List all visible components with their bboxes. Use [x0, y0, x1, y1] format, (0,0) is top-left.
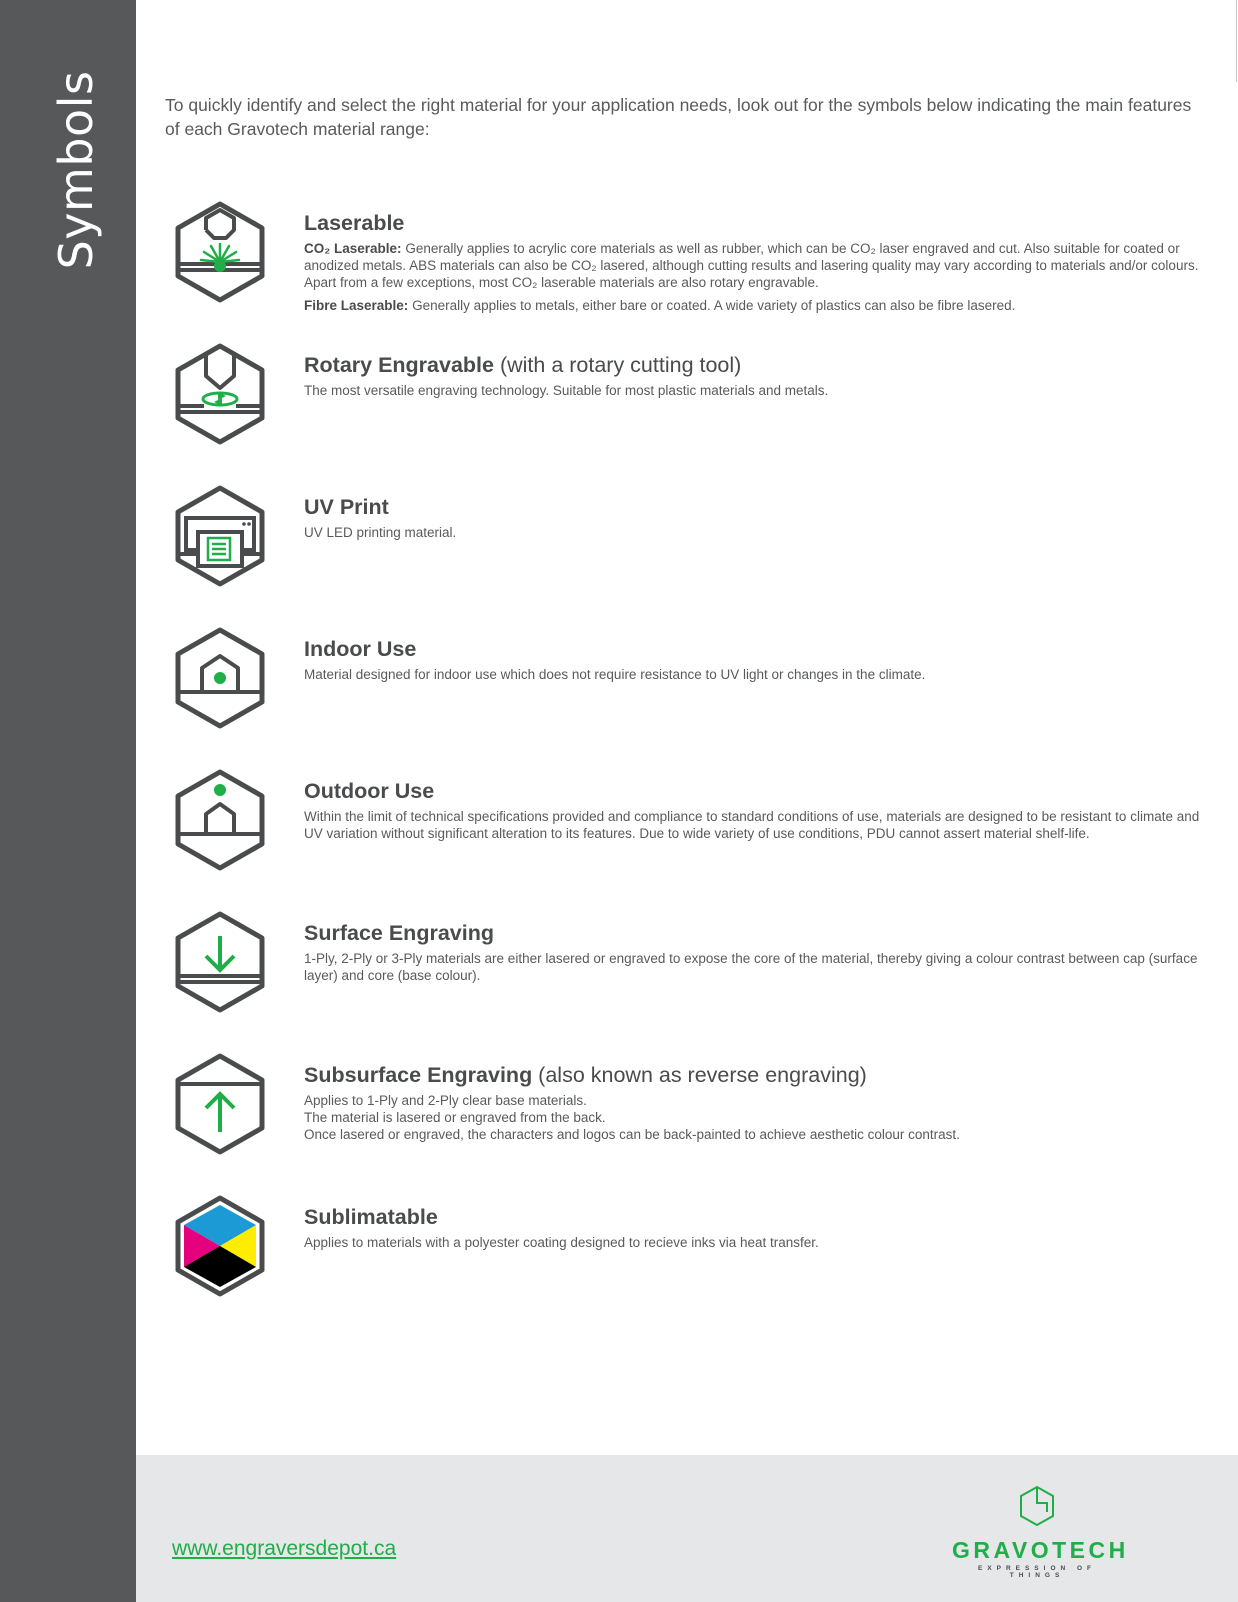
symbol-description: 1-Ply, 2-Ply or 3-Ply materials are either lasered or engraved to expose the core of the material, thereby giving a colour contrast between cap (surface layer) and core (base colour).	[304, 951, 1198, 983]
website-link[interactable]: www.engraversdepot.ca	[172, 1537, 397, 1560]
symbol-title: UV Print	[304, 495, 389, 519]
rotary-tool-icon	[168, 342, 272, 446]
symbol-description: Applies to materials with a polyester coating designed to recieve inks via heat transfer.	[304, 1235, 819, 1250]
symbol-description: Within the limit of technical specifications provided and compliance to standard conditions of use, materials are designed to be resistant to climate and UV variation without significant alteration to its features. Due to wide variety of use conditions, PDU cannot assert material shelf-life.	[304, 809, 1200, 841]
printer-icon	[168, 484, 272, 588]
co2-description: Generally applies to acrylic core materials as well as rubber, which can be CO₂ laser engraved and cut. Also suitable for coated or anodized metals. ABS materials can also be CO₂ lasered, although cutting results and lasering quality may vary according to materials and/or colours. Apart from a few exceptions, most CO₂ laserable materials are also rotary engravable.	[304, 241, 1199, 290]
indoor-house-icon	[168, 626, 272, 730]
arrow-up-icon	[168, 1052, 272, 1156]
co2-label: CO₂ Laserable:	[304, 241, 402, 256]
symbol-description: UV LED printing material.	[304, 525, 457, 540]
divider	[1236, 0, 1237, 82]
logo-tagline: EXPRESSION OF THINGS	[977, 1565, 1097, 1579]
sidebar	[0, 0, 136, 1602]
sidebar-title: Symbols	[49, 70, 103, 270]
symbol-description-line-1: Applies to 1-Ply and 2-Ply clear base materials.	[304, 1093, 587, 1108]
logo-name: GRAVOTECH	[952, 1537, 1129, 1563]
gravotech-logo	[952, 1485, 1129, 1579]
symbol-title: Surface Engraving	[304, 921, 494, 945]
fibre-label: Fibre Laserable:	[304, 298, 409, 313]
symbol-title: Indoor Use	[304, 637, 417, 661]
symbol-title: Sublimatable	[304, 1205, 438, 1229]
symbol-description: Material designed for indoor use which does not require resistance to UV light or changes in the climate.	[304, 667, 926, 682]
laser-icon	[168, 200, 272, 304]
intro-text: To quickly identify and select the right material for your application needs, look out for the symbols below indicating the main features of each Gravotech material range:	[165, 95, 1192, 139]
arrow-down-icon	[168, 910, 272, 1014]
symbol-subtitle: (with a rotary cutting tool)	[493, 353, 742, 377]
outdoor-house-icon	[168, 768, 272, 872]
symbol-description: The most versatile engraving technology. Suitable for most plastic materials and metals.	[304, 383, 829, 398]
symbol-title: Subsurface Engraving	[304, 1063, 533, 1087]
gravotech-logo-icon	[1019, 1485, 1055, 1527]
symbol-title: Rotary Engravable	[304, 353, 494, 377]
symbol-title: Outdoor Use	[304, 779, 435, 803]
symbol-subtitle: (also known as reverse engraving)	[532, 1063, 867, 1087]
symbol-title: Laserable	[304, 211, 405, 235]
footer	[136, 1455, 1238, 1602]
symbol-description-line-2: The material is lasered or engraved from the back.	[304, 1110, 606, 1125]
cmyk-hexagon-icon	[168, 1194, 272, 1298]
fibre-description: Generally applies to metals, either bare or coated. A wide variety of plastics can also be fibre lasered.	[412, 298, 1016, 313]
symbol-description-line-3: Once lasered or engraved, the characters and logos can be back-painted to achieve aesthetic colour contrast.	[304, 1127, 960, 1142]
